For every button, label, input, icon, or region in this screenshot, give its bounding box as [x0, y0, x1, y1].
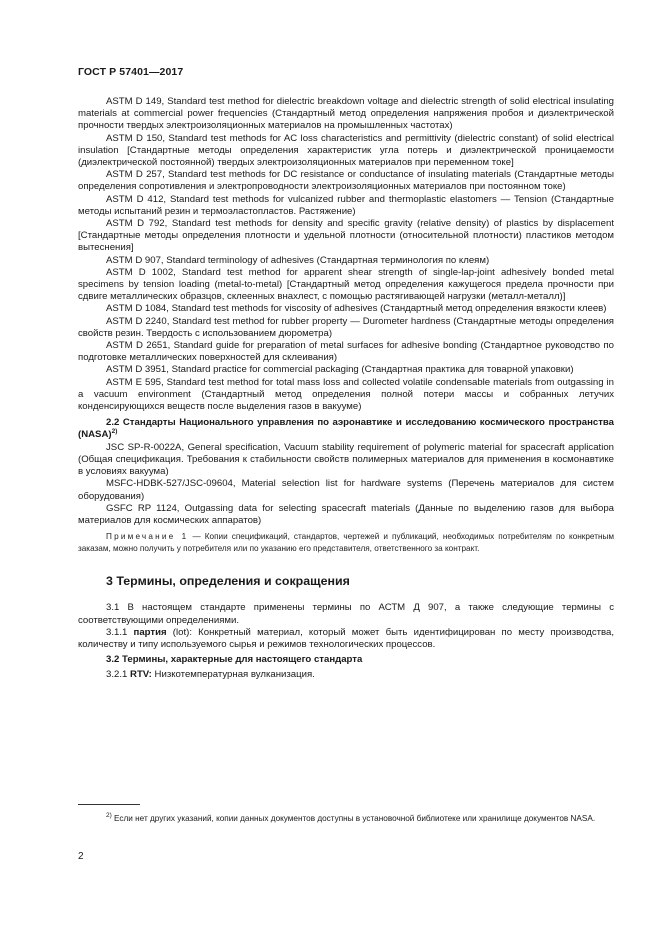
footnote-reference: 2)	[111, 428, 118, 436]
astm-entry: ASTM D 150, Standard test methods for AC loss characteristics and permittivity (dielectric constant) of solid electrical insulation [Стандартные методы определения характеристик угла потерь и диэлектрической проницаемости (диэлектрической постоянной) твердых электроизоляционных материалов при переменном токе]	[78, 132, 614, 169]
section-3-title: 3 Термины, определения и сокращения	[106, 574, 350, 589]
document-header: ГОСТ Р 57401—2017	[78, 66, 184, 78]
note-text: — Копии спецификаций, стандартов, чертежей и публикаций, необходимых потребителям по конкретным заказам, можно получить у потребителя или по указанию его представителя, ответственного за контракт.	[78, 532, 615, 553]
footnote-mark: 2)	[106, 812, 112, 819]
astm-entry: ASTM D 1084, Standard test methods for viscosity of adhesives (Стандартный метод определения вязкости клеев)	[106, 303, 607, 315]
astm-entry: ASTM D 2240, Standard test method for rubber property — Durometer hardness (Стандартные методы определения свойств резин. Твердость с использованием дюрометра)	[78, 315, 614, 339]
astm-entry: ASTM D 412, Standard test methods for vulcanized rubber and thermoplastic elastomers — Tension (Стандартные методы испытаний резин и термоэластопластов. Растяжение)	[78, 193, 614, 217]
astm-entry: ASTM D 2651, Standard guide for preparation of metal surfaces for adhesive bonding (Стандартное руководство по подготовке металлических поверхностей для склеивания)	[78, 340, 614, 364]
note-label: Примечание 1	[106, 532, 189, 542]
astm-entry: ASTM D 907, Standard terminology of adhesives (Стандартная терминология по клеям)	[106, 254, 490, 266]
nasa-entry: MSFC-HDBK-527/JSC-09604, Material selection list for hardware systems (Перечень материалов для систем оборудования)	[78, 478, 614, 502]
astm-reference-list	[78, 96, 614, 413]
astm-entry: ASTM D 3951, Standard practice for commercial packaging (Стандартная практика для товарной упаковки)	[106, 364, 574, 376]
clause-number: 3.2.1	[106, 669, 131, 681]
clause-3-2-heading: 3.2 Термины, характерные для настоящего стандарта	[106, 654, 363, 666]
nasa-reference-list	[78, 442, 614, 527]
term-rtv: RTV:	[130, 669, 152, 681]
astm-entry: ASTM D 257, Standard test methods for DC resistance or conductance of insulating materials (Стандартные методы определения сопротивления и электропроводности электроизоляционных материалов при постоянном токе)	[78, 169, 614, 193]
astm-entry: ASTM D 1002, Standard test method for apparent shear strength of single-lap-joint adhesively bonded metal specimens by tension loading (metal-to-metal) [Стандартный метод определения кажущегося предела прочности при сдвиге металлических образцов, склеенных внахлест, с помощью растягивающей нагрузки (металл-металл)]	[78, 266, 614, 303]
nasa-entry: JSC SP-R-0022A, General specification, Vacuum stability requirement of polymeric material for spacecraft application (Общая спецификация. Требования к стабильности свойств полимерных материалов для применения в космонавтике в условиях вакуума)	[78, 441, 614, 478]
page-content	[78, 96, 614, 682]
term-definition: Низкотемпературная вулканизация.	[151, 669, 315, 681]
footnote-text: Если нет других указаний, копии данных документов доступны в установочной библиотеке или хранилище документов NASA.	[111, 814, 596, 823]
nasa-entry: GSFC RP 1124, Outgassing data for selecting spacecraft materials (Данные по выделению газов для выбора материалов для космических аппаратов)	[78, 502, 614, 526]
footnote-divider	[78, 804, 140, 805]
page-number: 2	[78, 851, 84, 862]
nasa-section-heading	[78, 417, 614, 441]
term-definition: (lot): Конкретный материал, который может быть идентифицирован по месту производства, количеству и типу используемого сырья и режимов технологических процессов.	[78, 626, 614, 650]
astm-entry: ASTM D 792, Standard test methods for density and specific gravity (relative density) of plastics by displacement [Стандартные методы определения плотности и удельной плотности (относительной плотности) пластиков методом вытеснения]	[78, 218, 614, 254]
clause-3-1: 3.1 В настоящем стандарте применены термины по АСТМ Д 907, а также следующие термины с соответствующими определениями.	[78, 602, 614, 626]
clause-3-2-1	[78, 669, 614, 681]
astm-entry: ASTM D 149, Standard test method for dielectric breakdown voltage and dielectric strength of solid electrical insulating materials at commercial power frequencies (Стандартный метод определения напряжения пробоя и диэлектрической прочности твердых электроизоляционных материалов на промышленных частотах)	[78, 96, 614, 132]
clause-number: 3.1.1	[106, 626, 134, 638]
astm-entry: ASTM E 595, Standard test method for total mass loss and collected volatile condensable materials from outgassing in a vacuum environment (Стандартный метод определения полной потери массы и собранных летучих конденсирующихся веществ после выделения газов в вакууме)	[78, 376, 614, 413]
footnote-2	[78, 813, 614, 825]
term-lot: партия	[133, 626, 167, 638]
note-1	[78, 531, 614, 554]
clause-3-1-1	[78, 627, 614, 651]
nasa-heading-text: 2.2 Стандарты Национального управления по аэронавтике и исследованию космического пространства (NASA)	[78, 417, 614, 441]
